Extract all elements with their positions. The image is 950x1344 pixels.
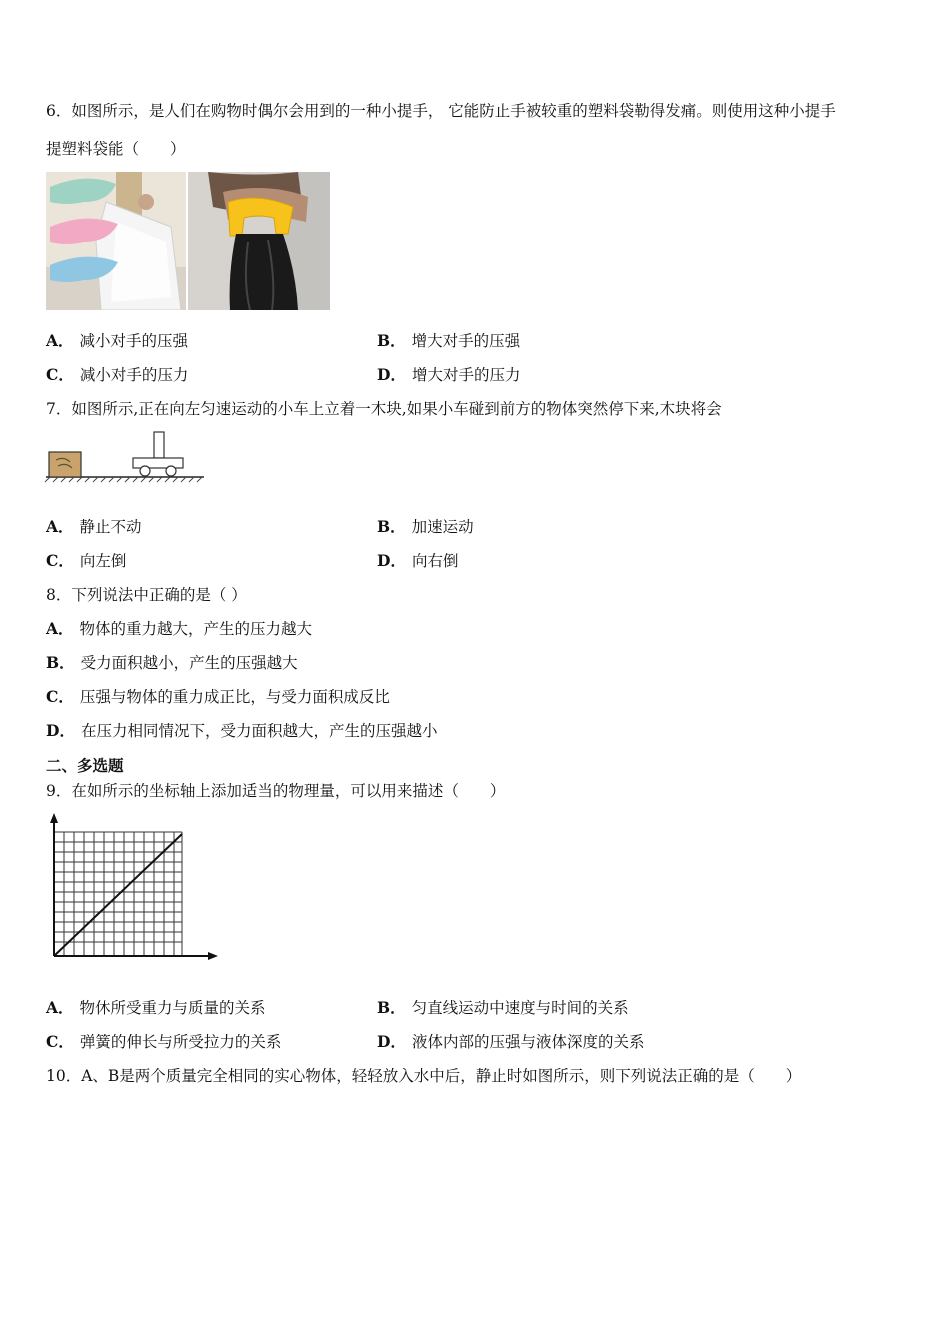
q8-option-a[interactable] <box>46 618 312 640</box>
q7-option-a-key: A． <box>46 517 74 536</box>
q7-option-a[interactable] <box>46 516 142 538</box>
q6-option-b-text: 增大对手的压强 <box>411 332 521 350</box>
q9-option-b-text: 匀直线运动中速度与时间的关系 <box>411 999 629 1017</box>
q7-option-d-key: D． <box>377 551 406 570</box>
q9-option-c-key: C． <box>46 1032 74 1051</box>
q7-option-c[interactable] <box>46 550 126 572</box>
q9-grid-graph <box>42 810 222 962</box>
q7-option-d-text: 向右倒 <box>411 552 459 570</box>
q6-photo-yellow-handle <box>188 172 330 310</box>
q6-option-d-key: D． <box>377 365 406 384</box>
q7-cart-diagram <box>44 430 214 486</box>
q9-option-c[interactable] <box>46 1031 281 1053</box>
q9-stem: 9．在如所示的坐标轴上添加适当的物理量，可以用来描述（ ） <box>46 782 506 800</box>
q9-option-d-text: 液体内部的压强与液体深度的关系 <box>411 1033 645 1051</box>
q6-option-a-key: A． <box>46 331 74 350</box>
q7-option-b-key: B． <box>377 517 406 536</box>
q8-option-a-text: 物体的重力越大，产生的压力越大 <box>79 620 313 638</box>
q6-stem-line1: 6．如图所示，是人们在购物时偶尔会用到的一种小提手， 它能防止手被较重的塑料袋勒得发痛。则使用这种小提手 <box>46 102 836 120</box>
q6-option-c[interactable] <box>46 364 188 386</box>
q8-option-c[interactable] <box>46 686 390 708</box>
q6-photo-hooks <box>46 172 186 310</box>
section-title-multiple-choice: 二、多选题 <box>46 756 124 775</box>
q9-option-a-key: A． <box>46 998 74 1017</box>
q6-option-a-text: 减小对手的压强 <box>79 332 189 350</box>
q7-option-c-text: 向左倒 <box>79 552 127 570</box>
q9-option-d[interactable] <box>377 1031 644 1053</box>
q10-stem: 10．A、B是两个质量完全相同的实心物体，轻轻放入水中后，静止时如图所示，则下列说法正确的是（ ） <box>46 1067 802 1085</box>
q8-option-d-text: 在压力相同情况下，受力面积越大，产生的压强越小 <box>80 722 438 740</box>
q8-option-c-text: 压强与物体的重力成正比，与受力面积成反比 <box>79 688 390 706</box>
q9-option-d-key: D． <box>377 1032 406 1051</box>
q6-option-a[interactable] <box>46 330 188 352</box>
q6-option-d-text: 增大对手的压力 <box>411 366 521 384</box>
q9-option-a-text: 物休所受重力与质量的关系 <box>79 999 266 1017</box>
q8-stem: 8．下列说法中正确的是（ ） <box>46 586 247 604</box>
q8-option-b-key: B． <box>46 653 75 672</box>
q8-option-d[interactable] <box>46 720 437 742</box>
q9-option-b-key: B． <box>377 998 406 1017</box>
q8-option-d-key: D． <box>46 721 75 740</box>
q8-option-b[interactable] <box>46 652 298 674</box>
q6-option-c-text: 减小对手的压力 <box>79 366 189 384</box>
q6-option-c-key: C． <box>46 365 74 384</box>
q8-option-b-text: 受力面积越小，产生的压强越大 <box>80 654 298 672</box>
q7-stem: 7．如图所示,正在向左匀速运动的小车上立着一木块,如果小车碰到前方的物体突然停下来,木块将会 <box>46 400 722 418</box>
q8-option-c-key: C． <box>46 687 74 706</box>
q7-option-d[interactable] <box>377 550 458 572</box>
q7-option-a-text: 静止不动 <box>79 518 142 536</box>
q6-stem-line2: 提塑料袋能（ ） <box>46 140 186 158</box>
q9-option-b[interactable] <box>377 997 629 1019</box>
q9-option-c-text: 弹簧的伸长与所受拉力的关系 <box>79 1033 282 1051</box>
q7-option-b-text: 加速运动 <box>411 518 474 536</box>
q7-option-c-key: C． <box>46 551 74 570</box>
q6-option-b[interactable] <box>377 330 520 352</box>
q8-option-a-key: A． <box>46 619 74 638</box>
q6-option-d[interactable] <box>377 364 520 386</box>
q9-option-a[interactable] <box>46 997 266 1019</box>
q6-option-b-key: B． <box>377 331 406 350</box>
q7-option-b[interactable] <box>377 516 474 538</box>
